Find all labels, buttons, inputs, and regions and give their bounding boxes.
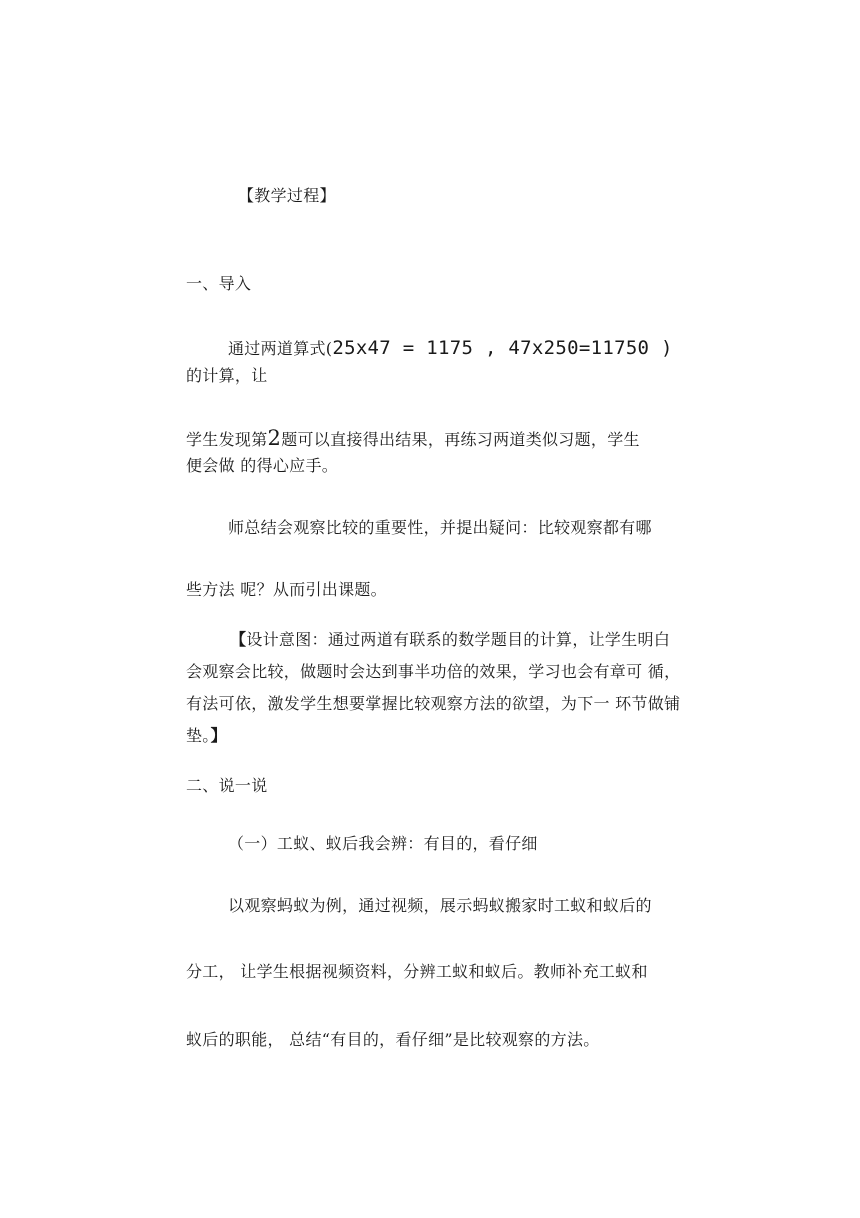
paragraph-formula-continuation: 的计算，让	[186, 366, 268, 385]
paragraph-ants-line3: 蚁后的职能， 总结“有目的，看仔细”是比较观察的方法。	[186, 1030, 600, 1049]
formula-text: 25x47 = 1175 , 47x250=11750 )	[332, 337, 673, 359]
paragraph-ants-line1: 以观察蚂蚁为例，通过视频，展示蚂蚁搬家时工蚁和蚁后的	[228, 896, 652, 915]
paragraph-summary-line1: 师总结会观察比较的重要性，并提出疑问：比较观察都有哪	[228, 518, 652, 537]
design-close-bracket: 】	[210, 726, 227, 745]
discover-text-a: 学生发现第	[186, 430, 268, 449]
paragraph-summary-line2: 些方法 呢？从而引出课题。	[186, 580, 387, 599]
formula-prefix: 通过两道算式(	[228, 339, 333, 358]
discover-number: 2	[267, 426, 282, 450]
page-title: 【教学过程】	[238, 186, 336, 205]
paragraph-formula-line	[228, 333, 728, 364]
subsection-heading-ants: （一）工蚁、蚁后我会辨：有目的，看仔细	[228, 834, 538, 853]
paragraph-ants-line2: 分工， 让学生根据视频资料，分辨工蚁和蚁后。教师补充工蚁和	[186, 962, 648, 981]
design-open-bracket: 【	[230, 630, 247, 649]
discover-text-b: 题可以直接得出结果，再练习两道类似习题，学生	[281, 430, 640, 449]
design-intent-paragraph	[186, 624, 686, 752]
paragraph-discover-line2: 便会做 的得心应手。	[186, 456, 339, 475]
design-intent-text: 设计意图：通过两道有联系的数学题目的计算，让学生明白 会观察会比较，做题时会达到事半功倍的效果，学习也会有章可 循，有法可依，激发学生想要掌握比较观察方法的欲望，为下一 环节做铺垫。	[186, 630, 681, 745]
section-heading-discuss: 二、说一说	[186, 776, 268, 795]
section-heading-intro: 一、导入	[186, 274, 252, 293]
